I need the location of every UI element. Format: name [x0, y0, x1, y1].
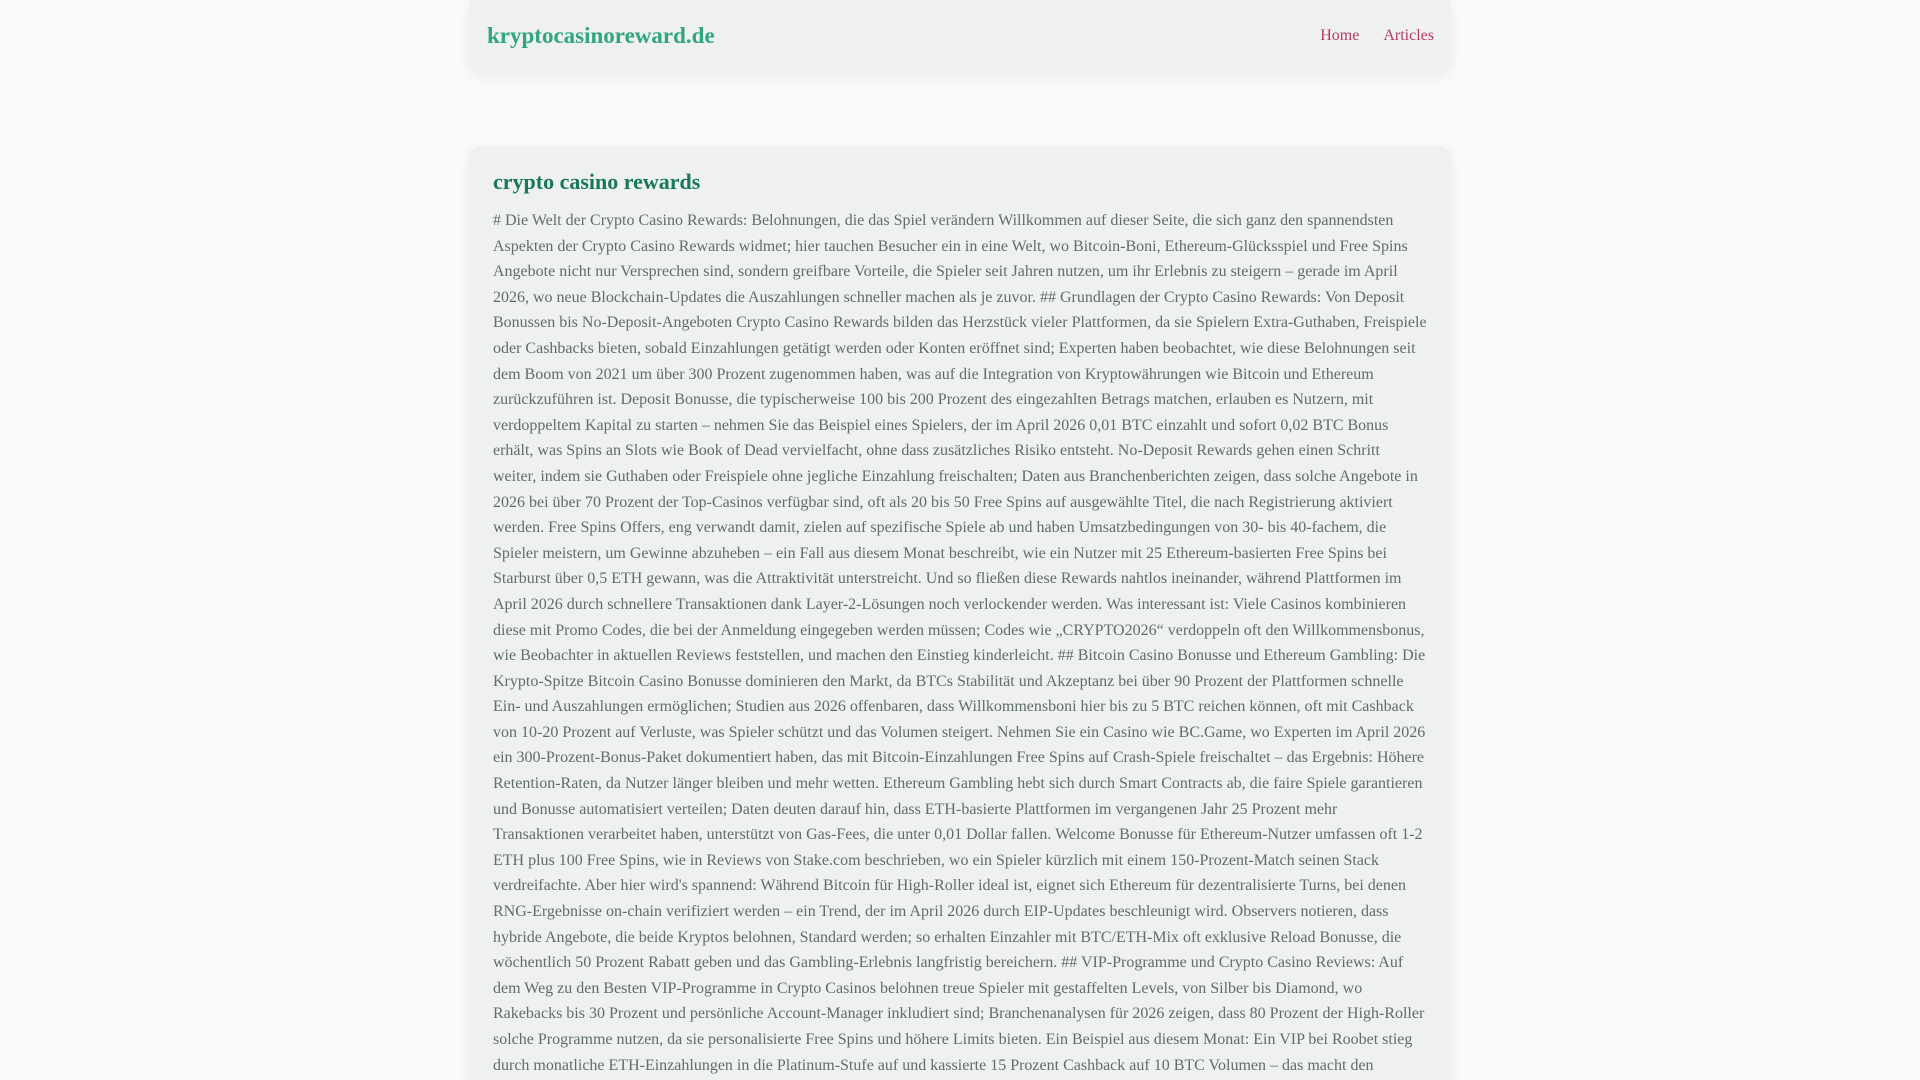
article-title: crypto casino rewards	[493, 169, 701, 194]
article-body: # Die Welt der Crypto Casino Rewards: Belohnungen, die das Spiel verändern Willkommen auf dieser Seite, die sich ganz den spannendsten Aspekten der Crypto Casino Rewards widmet; hier tauchen Besucher ein in eine Welt, wo Bitcoin-Boni, Ethereum-Glücksspiel und Free Spins Angebote nicht nur Versprechen sind, sondern greifbare Vorteile, die Spieler seit Jahren nutzen, um ihr Erlebnis zu steigern – gerade im April 2026, wo neue Blockchain-Updates die Auszahlungen schneller machen als je zuvor. ## Grundlagen der Crypto Casino Rewards: Von Deposit Bonussen bis No-Deposit-Angeboten Crypto Casino Rewards bilden das Herzstück vieler Plattformen, da sie Spielern Extra-Guthaben, Freispiele oder Cashbacks bieten, sobald Einzahlungen getätigt werden oder Konten eröffnet sind; Experten haben beobachtet, wie diese Belohnungen seit dem Boom von 2021 um über 300 Prozent zugenommen haben, was auf die Integration von Kryptowährungen wie Bitcoin und Ethereum zurückzuführen ist. Deposit Bonusse, die typischerweise 100 bis 200 Prozent des eingezahlten Betrags matchen, erlauben es Nutzern, mit verdoppeltem Kapital zu starten – nehmen Sie das Beispiel eines Spielers, der im April 2026 0,01 BTC einzahlt und sofort 0,02 BTC Bonus erhält, was Spins an Slots wie Book of Dead vervielfacht, ohne dass zusätzliches Risiko entsteht. No-Deposit Rewards gehen einen Schritt weiter, indem sie Guthaben oder Freispiele ohne jegliche Einzahlung freischalten; Daten aus Branchenberichten zeigen, dass solche Angebote in 2026 bei über 70 Prozent der Top-Casinos verfügbar sind, oft als 20 bis 50 Free Spins auf ausgewählte Titel, die nach Registrierung aktiviert werden. Free Spins Offers, eng verwandt damit, zielen auf spezifische Spiele ab und haben Umsatzbedingungen von 30- bis 40-fachem, die Spieler meistern, um Gewinne abzuheben – ein Fall aus diesem Monat beschreibt, wie ein Nutzer mit 25 Ethereum-basierten Free Spins bei Starburst über 0,5 ETH gewann, was die Attraktivität unterstreicht. Und so fließen diese Rewards nahtlos ineinander, während Plattformen im April 2026 durch schnellere Transaktionen dank Layer-2-Lösungen noch verlockender werden. Was interessant ist: Viele Casinos kombinieren diese mit Promo Codes, die bei der Anmeldung eingegeben werden müssen; Codes wie „CRYPTO2026“ verdoppeln oft den Willkommensbonus, wie Beobachter in aktuellen Reviews feststellen, und machen den Einstieg kinderleicht. ## Bitcoin Casino Bonusse und Ethereum Gambling: Die Krypto-Spitze Bitcoin Casino Bonusse dominieren den Markt, da BTCs Stabilität und Akzeptanz bei über 90 Prozent der Plattformen schnelle Ein- und Auszahlungen ermöglichen; Studien aus 2026 offenbaren, dass Willkommensboni hier bis zu 5 BTC reichen können, oft mit Cashback von 10-20 Prozent auf Verluste, was Spieler schützt und das Volumen steigert. Nehmen Sie ein Casino wie BC.Game, wo Experten im April 2026 ein 300-Prozent-Bonus-Paket dokumentiert haben, das mit Bitcoin-Einzahlungen Free Spins auf Crash-Spiele freischaltet – das Ergebnis: Höhere Retention-Raten, da Nutzer länger bleiben und mehr wetten. Ethereum Gambling hebt sich durch Smart Contracts ab, die faire Spiele garantieren und Bonusse automatisiert verteilen; Daten deuten darauf hin, dass ETH-basierte Plattformen im vergangenen Jahr 25 Prozent mehr Transaktionen verarbeitet haben, unterstützt von Gas-Fees, die unter 0,01 Dollar fallen. Welcome Bonusse für Ethereum-Nutzer umfassen oft 1-2 ETH plus 100 Free Spins, wie in Reviews von Stake.com beschrieben, wo ein Spieler kürzlich mit einem 150-Prozent-Match seinen Stack verdreifachte. Aber hier wird's spannend: Während Bitcoin für High-Roller ideal ist, eignet sich Ethereum für dezentralisierte Turns, bei denen RNG-Ergebnisse on-chain verifiziert werden – ein Trend, der im April 2026 durch EIP-Updates beschleunigt wird. Observers notieren, dass hybride Angebote, die beide Kryptos belohnen, Standard werden; so erhalten Einzahler mit BTC/ETH-Mix oft exklusive Reload Bonusse, die wöchentlich 50 Prozent Rabatt geben und das Gambling-Erlebnis langfristig bereichern. ## VIP-Programme und Crypto Casino Reviews: Auf dem Weg zu den Besten VIP-Programme in Crypto Casinos belohnen treue Spieler mit gestaffelten Levels, von Silber bis Diamond, wo Rakebacks bis 30 Prozent und persönliche Account-Manager inkludiert sind; Branchenanalysen für 2026 zeigen, dass 80 Prozent der High-Roller solche Programme nutzen, da sie personalisierte Free Spins und höhere Limits bieten. Ein Beispiel aus diesem Monat: Ein VIP bei Roobet stieg durch monatliche ETH-Einzahlungen in die Platinum-Stufe auf und kassierte 15 Prozent Cashback auf 10 BTC Volumen – das macht den	[493, 212, 1427, 1074]
main-nav	[1320, 27, 1434, 45]
nav-link-articles[interactable]: Articles	[1383, 27, 1434, 44]
nav-link-home[interactable]: Home	[1320, 27, 1360, 44]
article-card	[469, 146, 1451, 1080]
site-header	[469, 0, 1451, 72]
site-title-link[interactable]: kryptocasinoreward.de	[487, 23, 715, 48]
